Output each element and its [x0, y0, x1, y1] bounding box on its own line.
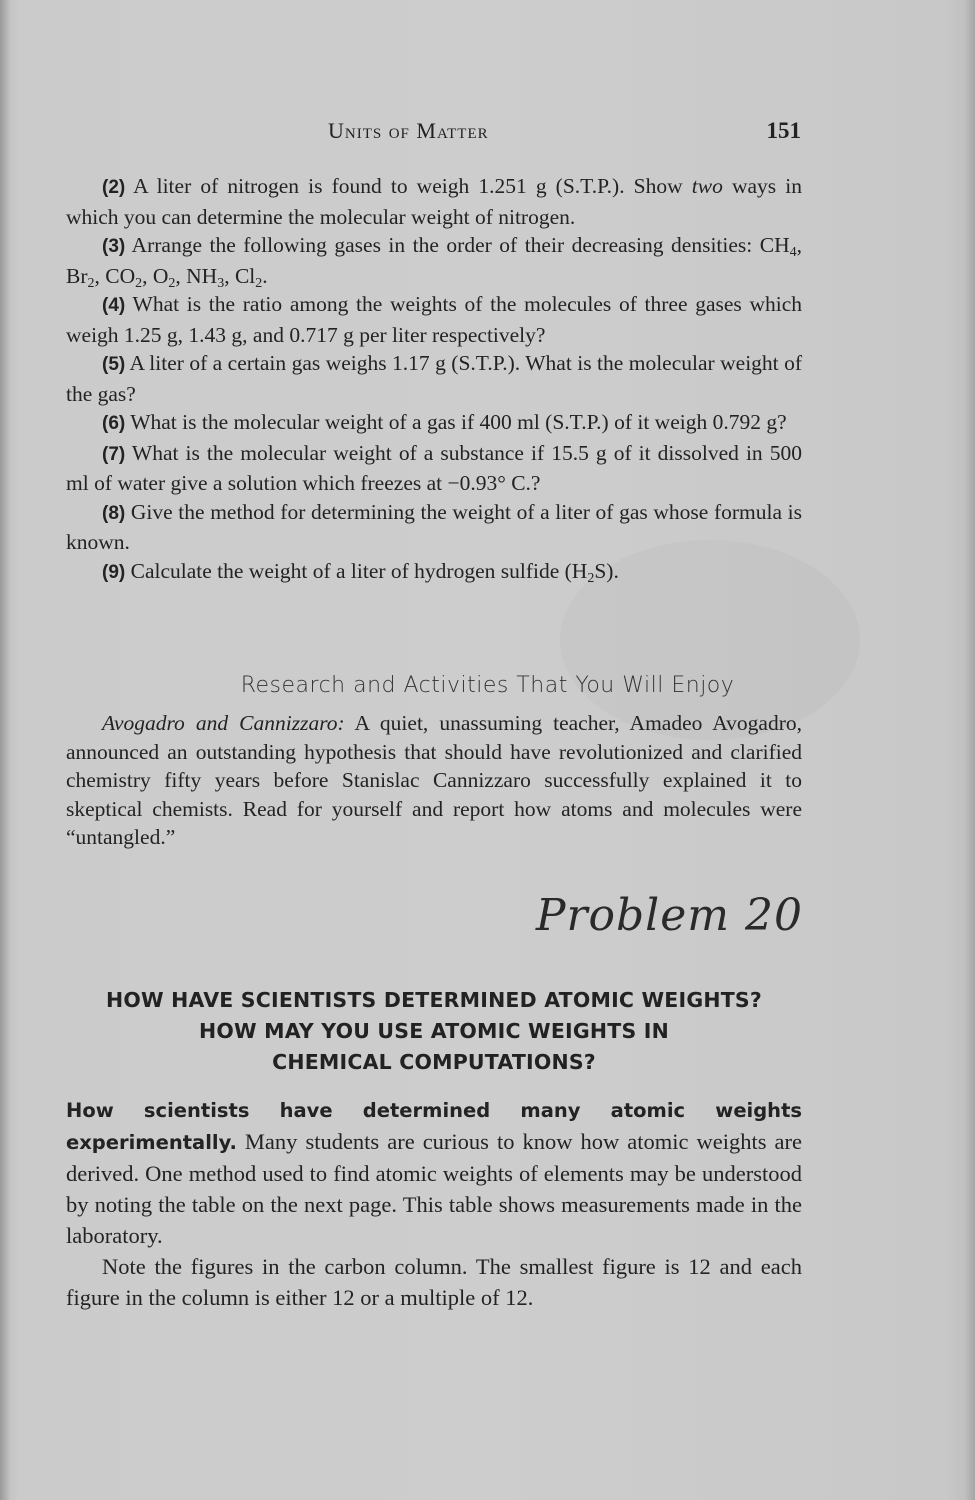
question-item [66, 290, 802, 349]
run-in-heading: How scientists have determined many atomic weights experimentally. [66, 1099, 802, 1154]
question-number: (9) [102, 561, 126, 583]
research-paragraph [66, 709, 802, 852]
running-head-title: Units of Matter [328, 118, 489, 143]
question-number: (3) [102, 236, 126, 257]
page-left-edge-shadow [0, 0, 10, 1500]
page-right-edge-shadow [965, 0, 975, 1500]
running-head [0, 118, 975, 148]
question-text: A liter of a certain gas weighs 1.17 g (S.T.P.). What is the molecular weight of the gas? [66, 351, 802, 406]
body-paragraph: Note the figures in the carbon column. The smallest figure is 12 and each figure in the column is either 12 or a multiple of 12. [66, 1254, 802, 1310]
question-number: (7) [102, 443, 126, 465]
question-text: Give the method for determining the weight of a liter of gas whose formula is known. [66, 499, 802, 554]
research-text: A quiet, unassuming teacher, Amadeo Avogadro, announced an outstanding hypothesis that should have revolutionized and clarified chemistry fifty years before Stanislac Cannizzaro successfully explained it to skeptical chemists. Read for yourself and report how atoms and molecules were “untangled.” [66, 711, 802, 849]
chapter-heading-line: HOW HAVE SCIENTISTS DETERMINED ATOMIC WEIGHTS? [106, 988, 762, 1012]
question-text: A liter of nitrogen is found to weigh 1.251 g (S.T.P.). Show two ways in which you can determine the molecular weight of nitrogen. [66, 174, 802, 229]
question-text: What is the molecular weight of a gas if 400 ml (S.T.P.) of it weigh 0.792 g? [125, 410, 787, 434]
question-item [66, 439, 802, 498]
question-item [66, 557, 802, 588]
question-number: (5) [102, 354, 126, 375]
chapter-heading-line: HOW MAY YOU USE ATOMIC WEIGHTS IN [199, 1019, 669, 1043]
chapter-heading [66, 985, 802, 1078]
body-paragraph [66, 1094, 802, 1251]
question-item [66, 172, 802, 231]
question-item [66, 231, 802, 290]
chapter-heading-line: CHEMICAL COMPUTATIONS? [272, 1050, 596, 1074]
question-number: (6) [102, 413, 126, 434]
question-text: Calculate the weight of a liter of hydrogen sulfide $(H_2S)$. [125, 558, 619, 586]
question-item [66, 408, 802, 439]
question-number: (2) [102, 177, 126, 198]
body-paragraph-text: Many students are curious to know how atomic weights are derived. One method used to find atomic weights of elements may be understood by noting the table on the next page. This table shows measurements made in the laboratory. [66, 1129, 802, 1248]
question-text: What is the ratio among the weights of the molecules of three gases which weigh 1.25 g, 1.43 g, and 0.717 g per liter respectively? [66, 292, 802, 347]
question-list [66, 172, 802, 587]
body-text [66, 1094, 802, 1313]
question-item [66, 349, 802, 408]
problem-label: Problem 20 [535, 890, 803, 941]
research-lead: Avogadro and Cannizzaro: [102, 711, 345, 735]
research-heading: Research and Activities That You Will Enjoy [240, 673, 735, 698]
question-number: (8) [102, 502, 126, 524]
question-item [66, 498, 802, 557]
question-number: (4) [102, 295, 126, 316]
question-text: Arrange the following gases in the order of their decreasing densities: $CH_4$, $Br_2$, $CO_2$, $O_2$, $NH_3$, $Cl_2$. [66, 233, 802, 291]
research-section [66, 709, 802, 852]
page-number: 151 [766, 118, 801, 143]
question-text: What is the molecular weight of a substance if 15.5 g of it dissolved in 500 ml of water give a solution which freezes at −0.93° C.? [66, 440, 802, 495]
